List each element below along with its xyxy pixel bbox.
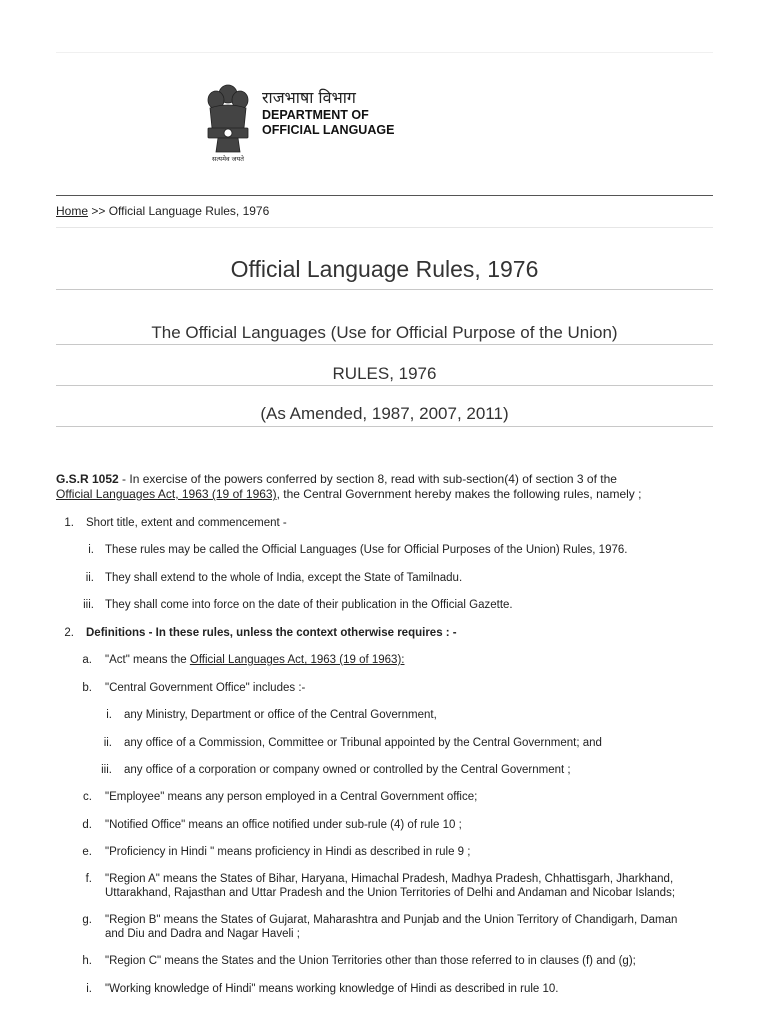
dept-hindi-name: राजभाषा विभाग xyxy=(262,88,356,107)
definition-text-line-2: Uttarakhand, Rajasthan and Uttar Pradesh and the Union Territories of Delhi and Andaman and Nicobar Islands; xyxy=(105,887,676,899)
list-marker: 2. xyxy=(64,627,74,639)
page-subtitle: The Official Languages (Use for Official Purpose of the Union) xyxy=(151,323,618,342)
breadcrumb-separator: >> xyxy=(91,204,106,218)
breadcrumb-current: Official Language Rules, 1976 xyxy=(108,204,270,218)
list-marker: 1. xyxy=(64,517,74,529)
definition-text: "Employee" means any person employed in a Central Government office; xyxy=(105,791,478,803)
list-marker: i. xyxy=(86,983,92,995)
header-divider xyxy=(56,195,713,196)
definition-text: "Proficiency in Hindi " means proficiency in Hindi as described in rule 9 ; xyxy=(105,846,471,858)
list-item-text: any office of a corporation or company owned or controlled by the Central Government ; xyxy=(124,764,571,776)
definition-text: "Notified Office" means an office notified under sub-rule (4) of rule 10 ; xyxy=(105,819,462,831)
national-emblem-icon xyxy=(200,80,256,164)
list-marker: d. xyxy=(82,819,92,831)
definition-text-line-1: "Region A" means the States of Bihar, Haryana, Himachal Pradesh, Madhya Pradesh, Chhattisgarh, Jharkhand, xyxy=(105,873,674,885)
rules-divider xyxy=(56,385,713,386)
rule-2-heading: Definitions - In these rules, unless the context otherwise requires : - xyxy=(86,627,457,639)
page-title: Official Language Rules, 1976 xyxy=(230,256,539,282)
definition-text-line-1: "Region B" means the States of Gujarat, Maharashtra and Punjab and the Union Territory of Chandigarh, Daman xyxy=(105,914,678,926)
dept-name-line2: OFFICIAL LANGUAGE xyxy=(262,123,395,137)
intro-text-2: , the Central Government hereby makes the following rules, namely ; xyxy=(276,487,642,501)
dept-name-line1: DEPARTMENT OF xyxy=(262,108,369,122)
list-marker: e. xyxy=(82,846,92,858)
list-marker: h. xyxy=(82,955,92,967)
intro-text-1: - In exercise of the powers conferred by section 8, read with sub-section(4) of section 3 of the xyxy=(118,472,617,486)
breadcrumb-divider xyxy=(56,227,713,228)
site-header xyxy=(200,80,500,164)
rules-year-heading: RULES, 1976 xyxy=(332,364,437,383)
act-link[interactable]: Official Languages Act, 1963 (19 of 1963) xyxy=(56,487,277,501)
emblem-motto: सत्यमेव जयते xyxy=(212,155,244,163)
list-item-text: any Ministry, Department or office of the Central Government, xyxy=(124,709,437,721)
list-item-text: These rules may be called the Official Languages (Use for Official Purposes of the Union) Rules, 1976. xyxy=(105,544,628,556)
list-marker: g. xyxy=(82,914,92,926)
definition-text-line-2: and Diu and Dadra and Nagar Haveli ; xyxy=(105,928,300,940)
amendment-heading: (As Amended, 1987, 2007, 2011) xyxy=(260,404,509,423)
list-item-text: They shall come into force on the date of their publication in the Official Gazette. xyxy=(105,599,513,611)
top-divider xyxy=(56,52,713,53)
list-marker: ii. xyxy=(103,737,112,749)
title-divider xyxy=(56,289,713,290)
list-item-text: any office of a Commission, Committee or Tribunal appointed by the Central Government; and xyxy=(124,737,602,749)
rule-1-heading: Short title, extent and commencement - xyxy=(86,517,287,529)
gsr-number: G.S.R 1052 xyxy=(56,472,119,486)
breadcrumb-home-link[interactable]: Home xyxy=(56,204,89,218)
list-marker: a. xyxy=(82,654,92,666)
list-marker: c. xyxy=(83,791,92,803)
definition-text: "Region C" means the States and the Union Territories other than those referred to in clauses (f) and (g); xyxy=(105,955,636,967)
definition-text: "Central Government Office" includes :- xyxy=(105,682,306,694)
list-marker: i. xyxy=(88,544,94,556)
list-marker: i. xyxy=(106,709,112,721)
list-marker: iii. xyxy=(83,599,94,611)
list-marker: f. xyxy=(85,873,92,885)
list-marker: ii. xyxy=(85,572,94,584)
definition-text: "Act" means the xyxy=(105,654,190,666)
list-marker: iii. xyxy=(101,764,112,776)
list-marker: b. xyxy=(82,682,92,694)
definition-text: "Working knowledge of Hindi" means working knowledge of Hindi as described in rule 10. xyxy=(105,983,559,995)
list-item-text: They shall extend to the whole of India, except the State of Tamilnadu. xyxy=(105,572,463,584)
subtitle-divider xyxy=(56,344,713,345)
breadcrumb xyxy=(56,204,269,218)
amendment-divider xyxy=(56,426,713,427)
intro-paragraph xyxy=(56,472,713,502)
act-link-2[interactable]: Official Languages Act, 1963 (19 of 1963): xyxy=(189,654,405,666)
